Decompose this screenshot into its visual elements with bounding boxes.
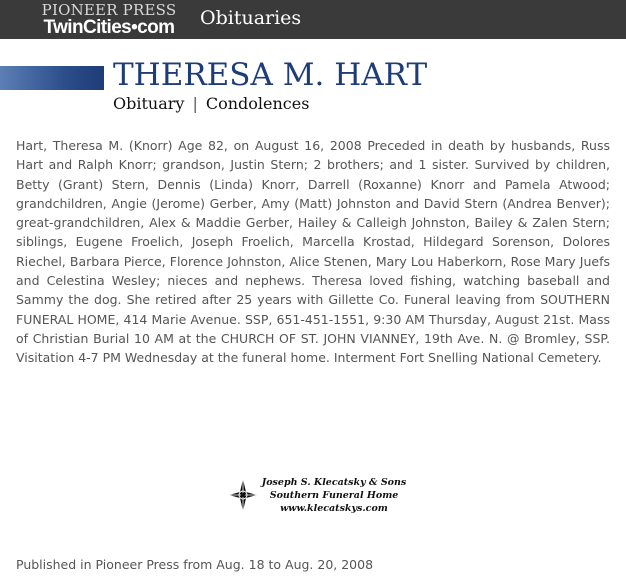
published-info: Published in Pioneer Press from Aug. 18 to Aug. 20, 2008 <box>16 557 374 572</box>
ad-line-url[interactable]: www.klecatskys.com <box>280 503 388 514</box>
tab-condolences[interactable]: Condolences <box>205 94 310 113</box>
funeral-home-ad-text <box>260 476 408 515</box>
section-title[interactable]: Obituaries <box>200 7 302 29</box>
ad-line-home: Southern Funeral Home <box>269 490 399 501</box>
obituary-text: Hart, Theresa M. (Knorr) Age 82, on August 16, 2008 Preceded in death by husbands, Russ Hart and Ralph Knorr; grandson, Justin Stern; 2 brothers; and 1 sister. Survived by children, Betty (Grant) Stern, Dennis (Linda) Knorr, Darrell (Roxanne) Knorr and Pamela Atwood; grandchildren, Angie (Jerome) Gerber, Amy (Matt) Johnston and David Stern (Andrea Benver); great-grandchildren, Alex & Maddie Gerber, Hailey & Calleigh Johnston, Bailey & Zalen Stern; siblings, Eugene Froelich, Joseph Froelich, Marcella Krostad, Hildegard Sorenson, Dolores Riechel, Barbara Pierce, Florence Johnston, Alice Stenen, Mary Lou Haberkorn, Rose Mary Juefs and Celestina Wesley; nieces and nephews. Theresa loved fishing, watching baseball and Sammy the dog. She retired after 25 years with Gillette Co. Funeral leaving from SOUTHERN FUNERAL HOME, 414 Marie Avenue. SSP, 651-451-1551, 9:30 AM Thursday, August 21st. Mass of Christian Burial 10 AM at the CHURCH OF ST. JOHN VIANNEY, 19th Ave. N. @ Bromley, SSP. Visitation 4-7 PM Wednesday at the funeral home. Interment Fort Snelling National Cemetery. <box>16 138 610 366</box>
logo-twincities-text: TwinCities•com <box>43 17 175 38</box>
site-header <box>0 0 626 39</box>
ad-line-name: Joseph S. Klecatsky & Sons <box>261 477 407 488</box>
logo-pioneer-press-text: PIONEER PRESS <box>41 1 177 19</box>
compass-cross-icon <box>228 478 258 512</box>
funeral-home-ad[interactable] <box>228 476 408 524</box>
obituary-name: THERESA M. HART <box>113 57 428 93</box>
title-accent-bar <box>0 66 104 90</box>
pioneer-press-logo[interactable] <box>34 2 184 38</box>
obituary-subnav <box>113 94 309 114</box>
tab-obituary[interactable]: Obituary <box>113 94 185 113</box>
subnav-separator: | <box>192 94 198 113</box>
